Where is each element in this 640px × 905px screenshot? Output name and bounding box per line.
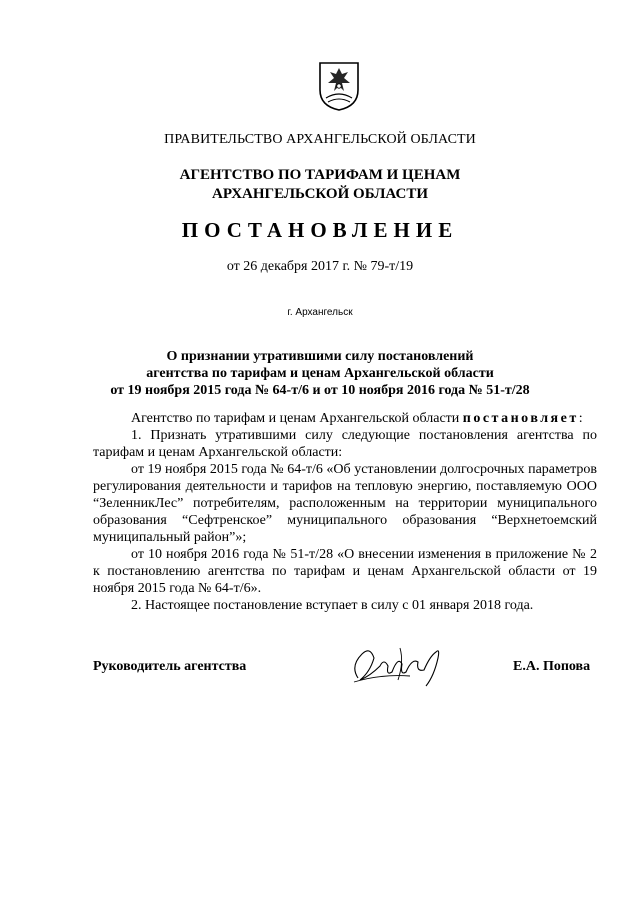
body-subitem-1: от 19 ноября 2015 года № 64-т/6 «Об установлении долгосрочных параметров регулирования деятельности и тарифов на тепловую энергию, поставляемую ООО “ЗеленникЛес” потребителям, расположенным на территории муниципального образования “Сефтренское” муниципального образования “Верхнетоемский муниципальный район”»; [93,462,597,545]
intro-text: Агентство по тарифам и ценам Архангельской области [131,411,463,426]
subject-line1: О признании утратившими силу постановлений [166,349,474,364]
agency-heading [0,166,640,204]
body-subitem-2: от 10 ноября 2016 года № 51-т/28 «О внесении изменения в приложение № 2 к постановлению агентства по тарифам и ценам Архангельской области от 19 ноября 2015 года № 64-т/6». [93,547,597,596]
subject-line3: от 19 ноября 2015 года № 64-т/6 и от 10 ноября 2016 года № 51-т/28 [110,383,530,398]
handwritten-signature [340,636,458,696]
intro-resolves: постановляет [462,411,579,426]
intro-colon: : [578,411,583,426]
agency-heading-line2: АРХАНГЕЛЬСКОЙ ОБЛАСТИ [212,186,428,202]
signatory-title: Руководитель агентства [93,659,247,674]
agency-heading-line1: АГЕНТСТВО ПО ТАРИФАМ И ЦЕНАМ [179,167,461,183]
document-city: г. Архангельск [287,307,353,318]
document-type-title: ПОСТАНОВЛЕНИЕ [181,218,459,242]
document-body [93,410,597,614]
signatory-name: Е.А. Попова [513,659,591,674]
document-subject [0,348,640,399]
body-intro [93,410,597,427]
body-item-2: 2. Настоящее постановление вступает в силу с 01 января 2018 года. [131,598,534,613]
government-heading: ПРАВИТЕЛЬСТВО АРХАНГЕЛЬСКОЙ ОБЛАСТИ [164,132,476,147]
body-item-1: 1. Признать утратившими силу следующие постановления агентства по тарифам и ценам Архангельской области: [93,428,597,460]
subject-line2: агентства по тарифам и ценам Архангельской области [146,366,494,381]
document-date-number: от 26 декабря 2017 г. № 79-т/19 [226,259,414,274]
coat-of-arms-emblem [317,60,361,112]
